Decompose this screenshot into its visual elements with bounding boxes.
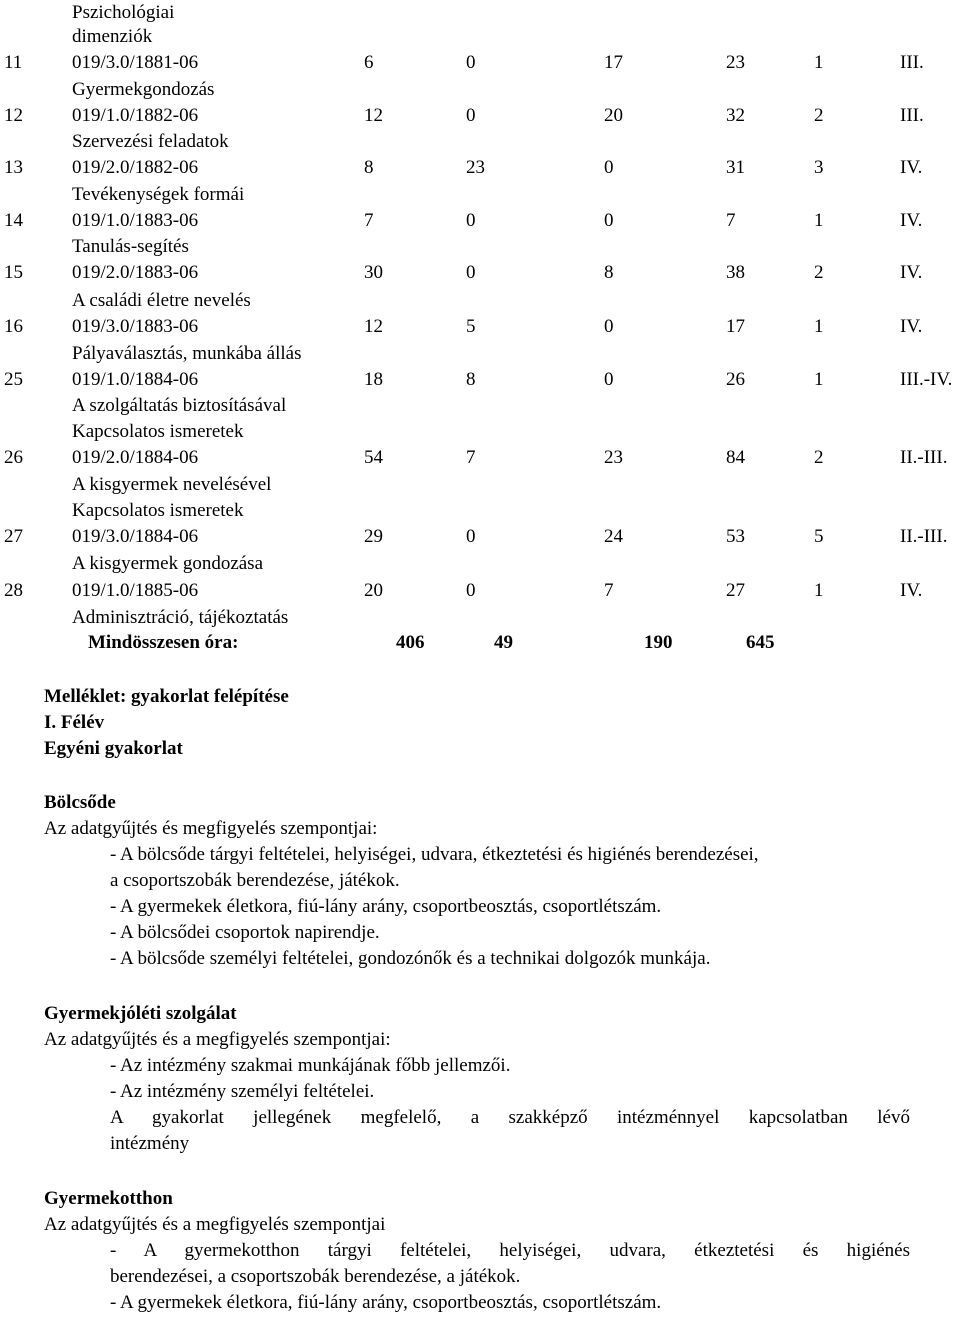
list-item: intézmény [110, 1133, 190, 1154]
semester-value: IV. [900, 157, 923, 178]
practice-hours: 8 [466, 369, 476, 390]
semester-value: IV. [900, 262, 923, 283]
theory-hours: 8 [364, 157, 374, 178]
credit-value: 1 [814, 580, 824, 601]
credit-value: 3 [814, 157, 824, 178]
theory-hours: 6 [364, 52, 374, 73]
module-code: 019/2.0/1883-06 [72, 262, 199, 283]
row-number: 26 [4, 447, 23, 468]
other-hours: 0 [604, 210, 614, 231]
row-title-line: Tevékenységek formái [72, 184, 245, 205]
row-title-line: Tanulás-segítés [72, 236, 189, 257]
practice-hours: 0 [466, 526, 476, 547]
list-item: - A gyermekek életkora, fiú-lány arány, csoportbeosztás, csoportlétszám. [110, 896, 662, 917]
module-code: 019/3.0/1884-06 [72, 526, 199, 547]
credit-value: 2 [814, 105, 824, 126]
total-hours: 31 [726, 157, 745, 178]
section-heading: Gyermekjóléti szolgálat [44, 1003, 237, 1024]
other-hours: 0 [604, 157, 614, 178]
practice-hours: 0 [466, 262, 476, 283]
section-intro: Az adatgyűjtés és megfigyelés szempontjai: [44, 818, 378, 839]
row-title-line: dimenziók [72, 26, 153, 47]
theory-hours: 54 [364, 447, 383, 468]
module-code: 019/3.0/1883-06 [72, 316, 199, 337]
practice-hours: 0 [466, 580, 476, 601]
list-item: - A bölcsőde tárgyi feltételei, helyiségei, udvara, étkeztetési és higiénés berendezései, [110, 844, 759, 865]
credit-value: 1 [814, 369, 824, 390]
credit-value: 1 [814, 316, 824, 337]
total-practice-hours: 49 [494, 632, 513, 653]
credit-value: 2 [814, 447, 824, 468]
credit-value: 5 [814, 526, 824, 547]
other-hours: 8 [604, 262, 614, 283]
row-title-line: Szervezési feladatok [72, 131, 229, 152]
total-hours: 32 [726, 105, 745, 126]
practice-hours: 0 [466, 105, 476, 126]
row-title-line: Kapcsolatos ismeretek [72, 500, 244, 521]
credit-value: 1 [814, 210, 824, 231]
theory-hours: 7 [364, 210, 374, 231]
practice-hours: 5 [466, 316, 476, 337]
semester-value: IV. [900, 210, 923, 231]
appendix-header [44, 684, 924, 762]
other-hours: 7 [604, 580, 614, 601]
total-hours: 23 [726, 52, 745, 73]
row-title-line: Pszichológiai [72, 2, 175, 23]
row-title-line: A kisgyermek nevelésével [72, 474, 272, 495]
list-item: berendezései, a csoportszobák berendezése, a játékok. [110, 1266, 521, 1287]
grand-total-hours: 645 [746, 632, 775, 653]
practice-hours: 23 [466, 157, 485, 178]
theory-hours: 20 [364, 580, 383, 601]
module-code: 019/2.0/1884-06 [72, 447, 199, 468]
semester-value: IV. [900, 580, 923, 601]
total-hours: 53 [726, 526, 745, 547]
row-title-line: A kisgyermek gondozása [72, 553, 264, 574]
list-item: a csoportszobák berendezése, játékok. [110, 870, 400, 891]
module-code: 019/1.0/1884-06 [72, 369, 199, 390]
credit-value: 2 [814, 262, 824, 283]
section-heading: Bölcsőde [44, 792, 116, 813]
theory-hours: 29 [364, 526, 383, 547]
module-code: 019/1.0/1885-06 [72, 580, 199, 601]
section-intro: Az adatgyűjtés és a megfigyelés szempontjai: [44, 1029, 391, 1050]
row-title-line: A szolgáltatás biztosításával [72, 395, 287, 416]
appendix-title: Melléklet: gyakorlat felépítése [44, 686, 289, 707]
practice-hours: 0 [466, 52, 476, 73]
other-hours: 17 [604, 52, 623, 73]
other-hours: 0 [604, 369, 614, 390]
row-number: 11 [4, 52, 23, 73]
row-number: 13 [4, 157, 23, 178]
total-hours: 27 [726, 580, 745, 601]
section-gyermekjoleti [44, 1001, 924, 1157]
total-label: Mindösszesen óra: [88, 632, 239, 653]
total-hours: 38 [726, 262, 745, 283]
total-theory-hours: 406 [396, 632, 425, 653]
module-code: 019/2.0/1882-06 [72, 157, 199, 178]
practice-hours: 7 [466, 447, 476, 468]
row-title-line: Pályaválasztás, munkába állás [72, 343, 302, 364]
total-hours: 17 [726, 316, 745, 337]
section-heading: Gyermekotthon [44, 1188, 173, 1209]
list-item: - A bölcsődei csoportok napirendje. [110, 922, 380, 943]
row-number: 25 [4, 369, 23, 390]
row-title-line: Kapcsolatos ismeretek [72, 421, 244, 442]
other-hours: 0 [604, 316, 614, 337]
other-hours: 20 [604, 105, 623, 126]
list-item: A gyakorlat jellegének megfelelő, a szakképző intézménnyel kapcsolatban lévő [110, 1107, 910, 1128]
section-gyermekotthon [44, 1186, 924, 1316]
theory-hours: 12 [364, 105, 383, 126]
section-bolcsode [44, 790, 924, 972]
total-hours: 26 [726, 369, 745, 390]
other-hours: 23 [604, 447, 623, 468]
total-hours: 84 [726, 447, 745, 468]
trailing-row-label: Adminisztráció, tájékoztatás [72, 607, 289, 628]
theory-hours: 30 [364, 262, 383, 283]
other-hours: 24 [604, 526, 623, 547]
row-title-line: Gyermekgondozás [72, 79, 215, 100]
row-number: 15 [4, 262, 23, 283]
list-item: - Az intézmény szakmai munkájának főbb jellemzői. [110, 1055, 511, 1076]
module-code: 019/1.0/1883-06 [72, 210, 199, 231]
semester-value: IV. [900, 316, 923, 337]
credit-value: 1 [814, 52, 824, 73]
semester-value: III. [900, 105, 924, 126]
semester-value: III.-IV. [900, 369, 953, 390]
semester-label: I. Félév [44, 712, 105, 733]
row-number: 16 [4, 316, 23, 337]
row-title-line: A családi életre nevelés [72, 290, 251, 311]
semester-value: II.-III. [900, 447, 948, 468]
module-code: 019/1.0/1882-06 [72, 105, 199, 126]
row-number: 12 [4, 105, 23, 126]
row-number: 27 [4, 526, 23, 547]
theory-hours: 18 [364, 369, 383, 390]
list-item: - Az intézmény személyi feltételei. [110, 1081, 375, 1102]
total-other-hours: 190 [644, 632, 673, 653]
row-number: 14 [4, 210, 23, 231]
list-item: - A gyermekotthon tárgyi feltételei, helyiségei, udvara, étkeztetési és higiénés [110, 1240, 910, 1261]
semester-value: III. [900, 52, 924, 73]
total-hours: 7 [726, 210, 736, 231]
theory-hours: 12 [364, 316, 383, 337]
practice-hours: 0 [466, 210, 476, 231]
semester-value: II.-III. [900, 526, 948, 547]
appendix-subtitle: Egyéni gyakorlat [44, 738, 183, 759]
row-number: 28 [4, 580, 23, 601]
module-code: 019/3.0/1881-06 [72, 52, 199, 73]
list-item: - A bölcsőde személyi feltételei, gondozónők és a technikai dolgozók munkája. [110, 948, 711, 969]
section-intro: Az adatgyűjtés és a megfigyelés szempontjai [44, 1214, 386, 1235]
list-item: - A gyermekek életkora, fiú-lány arány, csoportbeosztás, csoportlétszám. [110, 1292, 662, 1313]
